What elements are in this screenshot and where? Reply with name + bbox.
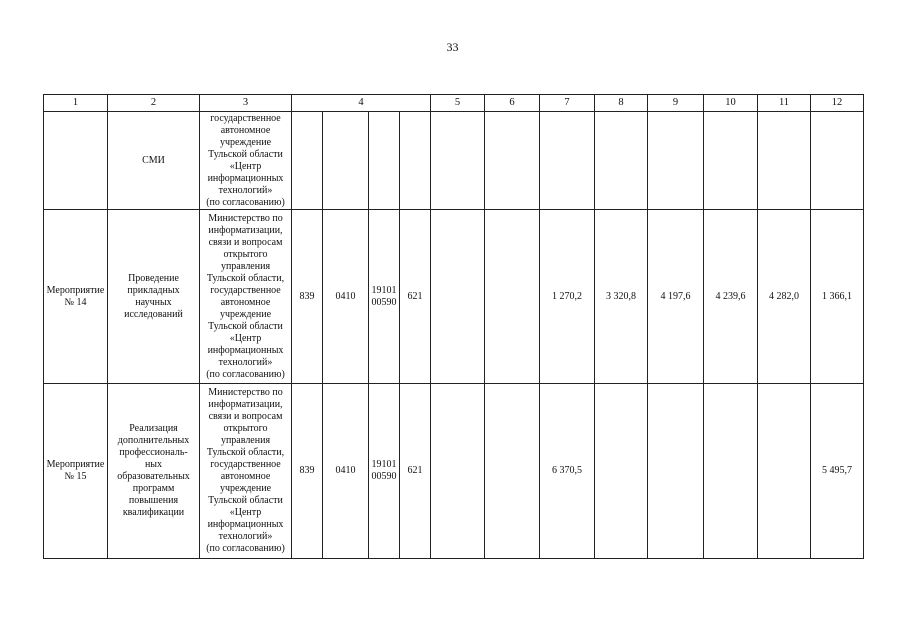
value-col-10: 4 239,6	[704, 210, 758, 384]
kbk-target-code-part: 00590	[371, 296, 397, 308]
measure-name-line: программ	[132, 483, 175, 494]
value-col-5	[431, 112, 485, 210]
value-col-11	[758, 112, 811, 210]
value-col-12	[811, 112, 864, 210]
value-col-10	[704, 112, 758, 210]
kbk-ministry-code: 839	[292, 210, 323, 384]
executor-line: (по согласованию)	[206, 196, 285, 208]
measure-name-line: Реализация	[129, 423, 178, 434]
executor-line: информатизации,	[208, 399, 283, 410]
executor-line: автономное	[220, 471, 271, 482]
executor-line: управления	[220, 260, 271, 272]
value-col-7: 6 370,5	[540, 384, 595, 559]
measure-number: № 15	[64, 471, 87, 482]
measure-name-line: образовательных	[117, 471, 190, 482]
measure-name-cell	[108, 210, 200, 384]
kbk-section-code: 0410	[323, 384, 369, 559]
executor-line: учреждение	[219, 483, 272, 494]
executor-line: информационных	[207, 172, 284, 184]
column-header-1: 1	[44, 95, 108, 112]
value-col-8: 3 320,8	[595, 210, 648, 384]
measure-name-cell	[108, 384, 200, 559]
value-col-11	[758, 384, 811, 559]
executor-line: Министерство по	[208, 212, 283, 224]
measure-cell	[44, 384, 108, 559]
column-header-11: 11	[758, 95, 811, 112]
value-col-9	[648, 384, 704, 559]
kbk-target-code-part: 00590	[371, 471, 397, 482]
kbk-target-code	[369, 210, 400, 384]
executor-line: Тульской области,	[206, 272, 285, 284]
executor-line: государственное	[210, 459, 281, 470]
executor-line: Тульской области	[208, 320, 283, 332]
executor-cell	[200, 384, 292, 559]
column-header-2: 2	[108, 95, 200, 112]
measure-name-line: дополнительных	[117, 435, 190, 446]
measure-label: Мероприятие	[46, 459, 105, 470]
executor-line: учреждение	[219, 136, 272, 148]
kbk-target-code	[369, 112, 400, 210]
executor-line: информатизации,	[208, 224, 283, 236]
executor-cell	[200, 112, 292, 210]
executor-line: технологий»	[218, 531, 273, 542]
executor-line: технологий»	[218, 356, 273, 368]
executor-line: автономное	[220, 296, 271, 308]
executor-line: информационных	[207, 519, 284, 530]
measure-name-line: научных	[135, 296, 172, 308]
budget-table	[43, 94, 864, 559]
executor-line: государственное	[210, 112, 281, 124]
executor-line: Тульской области,	[206, 447, 285, 458]
table-row	[44, 210, 864, 384]
measure-name-line: ных	[144, 459, 163, 470]
header-row	[44, 95, 864, 112]
kbk-expense-type	[400, 112, 431, 210]
value-col-9	[648, 112, 704, 210]
table-row	[44, 112, 864, 210]
measure-cell	[44, 210, 108, 384]
executor-line: информационных	[207, 344, 284, 356]
executor-line: технологий»	[218, 184, 273, 196]
executor-line: «Центр	[229, 160, 262, 172]
measure-name-cell	[108, 112, 200, 210]
executor-line: управления	[220, 435, 271, 446]
kbk-section-code	[323, 112, 369, 210]
value-col-8	[595, 384, 648, 559]
kbk-target-code-part: 19101	[371, 459, 397, 470]
column-header-9: 9	[648, 95, 704, 112]
executor-line: учреждение	[219, 308, 272, 320]
measure-name-line: профессиональ-	[119, 447, 188, 458]
column-header-12: 12	[811, 95, 864, 112]
executor-line: «Центр	[229, 507, 262, 518]
kbk-expense-type: 621	[400, 384, 431, 559]
executor-line: Тульской области	[208, 495, 283, 506]
value-col-8	[595, 112, 648, 210]
executor-line: открытого	[223, 248, 268, 260]
measure-label: Мероприятие	[46, 284, 105, 296]
value-col-10	[704, 384, 758, 559]
column-header-3: 3	[200, 95, 292, 112]
executor-line: связи и вопросам	[208, 236, 283, 248]
value-col-12: 1 366,1	[811, 210, 864, 384]
value-col-11: 4 282,0	[758, 210, 811, 384]
executor-line: Министерство по	[208, 387, 283, 398]
column-header-8: 8	[595, 95, 648, 112]
value-col-6	[485, 112, 540, 210]
measure-name-line: Проведение	[128, 272, 179, 284]
value-col-6	[485, 210, 540, 384]
executor-line: автономное	[220, 124, 271, 136]
value-col-5	[431, 384, 485, 559]
executor-cell	[200, 210, 292, 384]
measure-name: СМИ	[142, 154, 165, 166]
executor-line: (по согласованию)	[206, 543, 285, 554]
kbk-target-code-part: 19101	[371, 284, 397, 296]
kbk-ministry-code: 839	[292, 384, 323, 559]
measure-name-line: квалификации	[122, 507, 185, 518]
table-row	[44, 384, 864, 559]
measure-name-line: прикладных	[127, 284, 180, 296]
value-col-6	[485, 384, 540, 559]
kbk-section-code: 0410	[323, 210, 369, 384]
kbk-ministry-code	[292, 112, 323, 210]
measure-name-line: исследований	[124, 308, 183, 320]
executor-line: «Центр	[229, 332, 262, 344]
executor-line: связи и вопросам	[208, 411, 283, 422]
measure-name-line: повышения	[128, 495, 179, 506]
executor-line: открытого	[223, 423, 268, 434]
measure-number: № 14	[64, 296, 87, 308]
executor-line: (по согласованию)	[206, 368, 285, 380]
value-col-7: 1 270,2	[540, 210, 595, 384]
column-header-6: 6	[485, 95, 540, 112]
kbk-target-code	[369, 384, 400, 559]
value-col-9: 4 197,6	[648, 210, 704, 384]
kbk-expense-type: 621	[400, 210, 431, 384]
page-number: 33	[446, 40, 459, 54]
value-col-5	[431, 210, 485, 384]
executor-line: государственное	[210, 284, 281, 296]
value-col-12: 5 495,7	[811, 384, 864, 559]
column-header-10: 10	[704, 95, 758, 112]
executor-line: Тульской области	[208, 148, 283, 160]
column-header-5: 5	[431, 95, 485, 112]
measure-cell	[44, 112, 108, 210]
column-header-4: 4	[292, 95, 431, 112]
column-header-7: 7	[540, 95, 595, 112]
value-col-7	[540, 112, 595, 210]
